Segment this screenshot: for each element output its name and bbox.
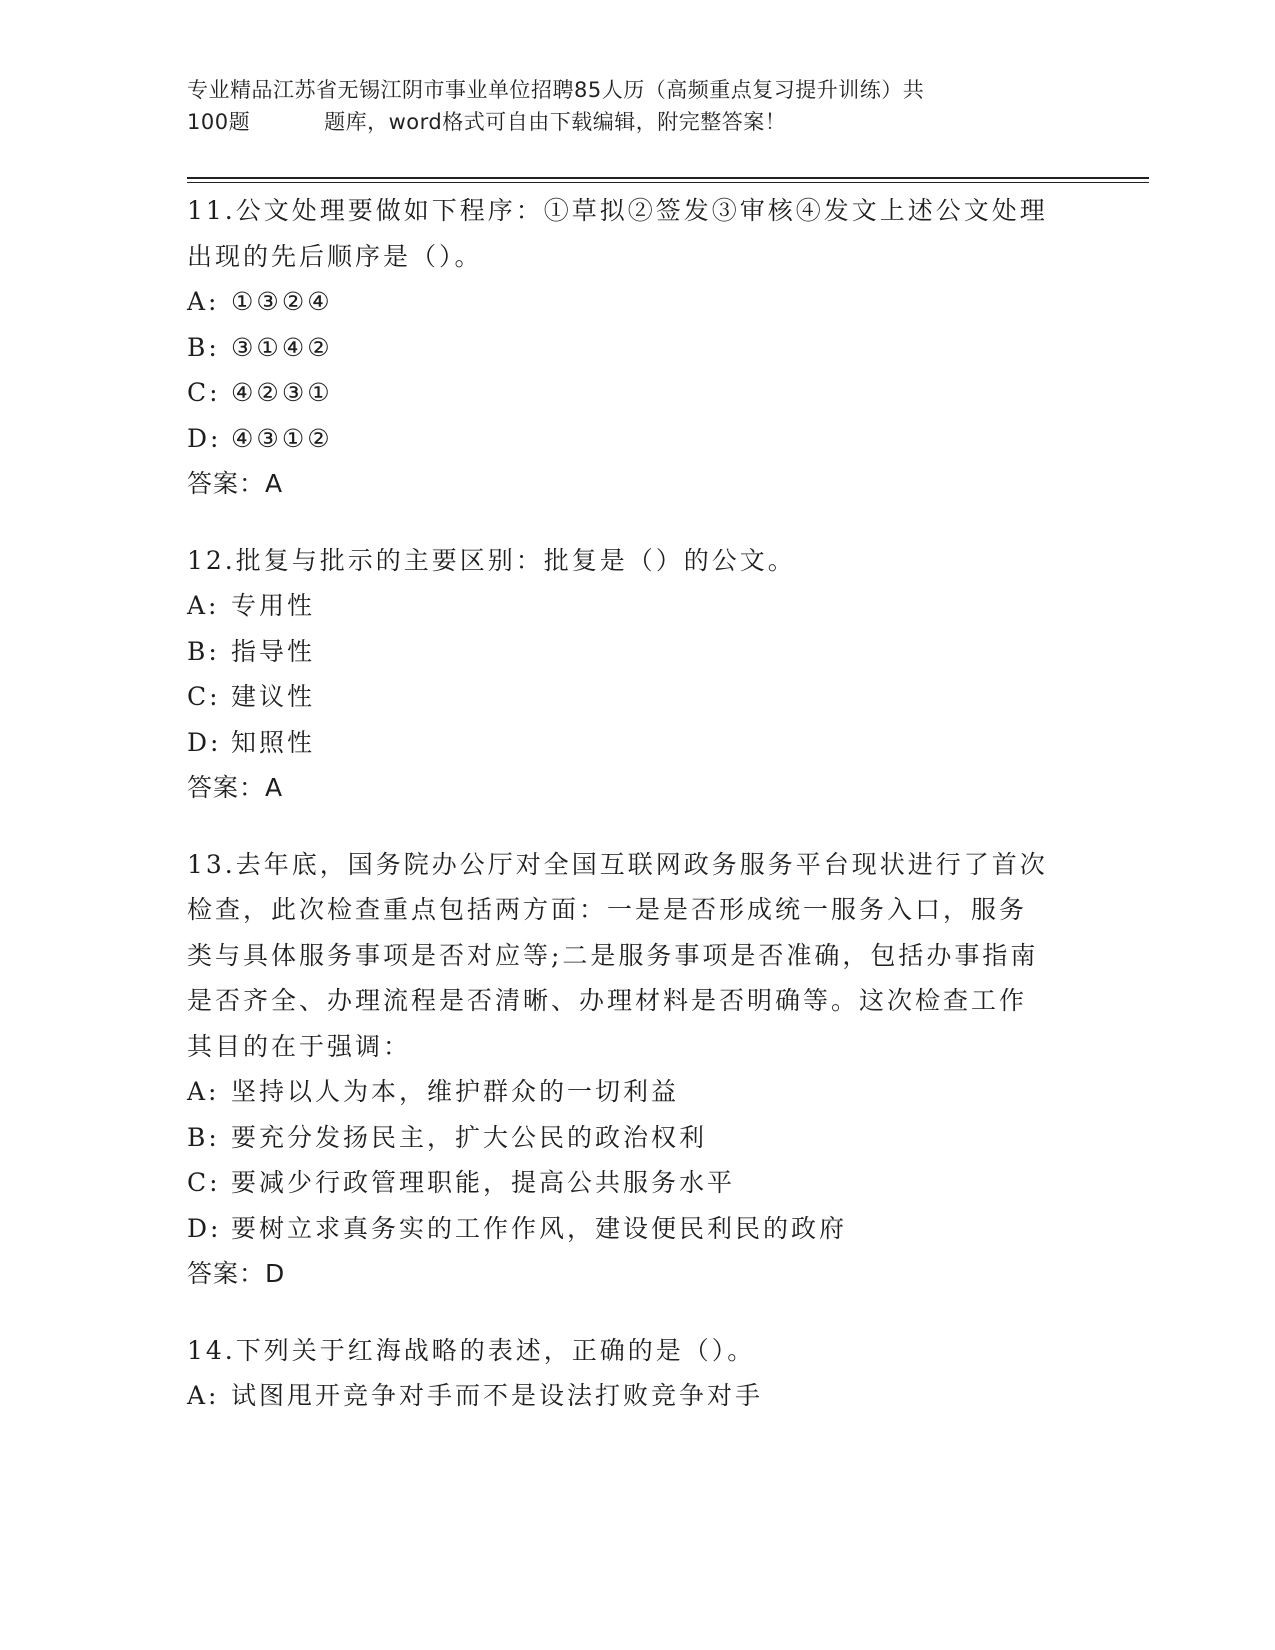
answer-line: 答案：A [187,773,284,802]
option-text: ④③①② [231,423,333,453]
answer-line: 答案：D [187,1259,286,1288]
header-description: 题库，word格式可自由下载编辑，附完整答案！ [324,110,787,134]
header-line-1: 专业精品江苏省无锡江阴市事业单位招聘85人历（高频重点复习提升训练）共 [187,78,925,102]
option-d [187,1206,1087,1252]
option-a [187,1373,1087,1419]
option-label: B: [187,332,220,362]
option-c [187,370,1087,416]
option-a [187,1069,1087,1115]
option-b [187,325,1087,371]
option-text: 建议性 [231,682,316,711]
option-label: D: [187,1213,222,1243]
question-14 [187,1328,1087,1419]
option-text: 专用性 [231,591,316,620]
option-b [187,1115,1087,1161]
option-c [187,1160,1087,1206]
question-13 [187,842,1087,1297]
question-stem-line: 是否齐全、办理流程是否清晰、办理材料是否明确等。这次检查工作 [187,986,1028,1015]
question-stem-line: 12.批复与批示的主要区别：批复是（）的公文。 [187,545,796,575]
option-label: C: [187,1168,221,1197]
option-label: A: [187,591,220,620]
header-divider-thin [187,182,1149,183]
option-text: 知照性 [231,727,316,757]
option-label: C: [187,378,221,407]
answer-line: 答案：A [187,469,284,498]
header-question-count: 100题 [187,110,251,134]
question-stem-line: 其目的在于强调： [187,1031,412,1061]
option-label: C: [187,682,221,711]
question-stem-line: 类与具体服务事项是否对应等;二是服务事项是否准确，包括办事指南 [187,940,1039,970]
question-stem-line: 14.下列关于红海战略的表述，正确的是（）。 [187,1335,756,1365]
option-text: 要减少行政管理职能，提高公共服务水平 [231,1168,736,1197]
option-text: ①③②④ [231,287,333,316]
option-text: 要充分发扬民主，扩大公民的政治权利 [231,1122,708,1152]
option-label: A: [187,1381,220,1410]
option-text: 试图甩开竞争对手而不是设法打败竞争对手 [231,1381,764,1410]
option-label: B: [187,1122,220,1152]
document-header [187,74,1107,138]
option-text: 指导性 [231,636,316,666]
question-stem-line: 13.去年底，国务院办公厅对全国互联网政务服务平台现状进行了首次 [187,849,1048,879]
option-c [187,674,1087,720]
question-stem-line: 出现的先后顺序是（）。 [187,241,483,271]
question-11 [187,188,1087,507]
option-b [187,629,1087,675]
question-12 [187,538,1087,811]
question-list [187,188,1087,1450]
option-a [187,279,1087,325]
option-text: 要树立求真务实的工作作风，建设便民利民的政府 [231,1213,848,1243]
header-line-2 [187,106,1107,138]
option-d [187,416,1087,462]
option-label: B: [187,636,220,666]
question-stem-line: 11.公文处理要做如下程序：①草拟②签发③审核④发文上述公文处理 [187,196,1048,225]
option-label: D: [187,727,222,757]
option-label: D: [187,423,222,453]
question-stem-line: 检查，此次检查重点包括两方面：一是是否形成统一服务入口，服务 [187,895,1028,924]
option-text: ④②③① [231,378,333,407]
option-text: ③①④② [231,332,333,362]
option-label: A: [187,287,220,316]
option-label: A: [187,1077,220,1106]
header-divider-thick [187,177,1149,179]
option-text: 坚持以人为本，维护群众的一切利益 [231,1077,680,1106]
option-d [187,720,1087,766]
option-a [187,583,1087,629]
